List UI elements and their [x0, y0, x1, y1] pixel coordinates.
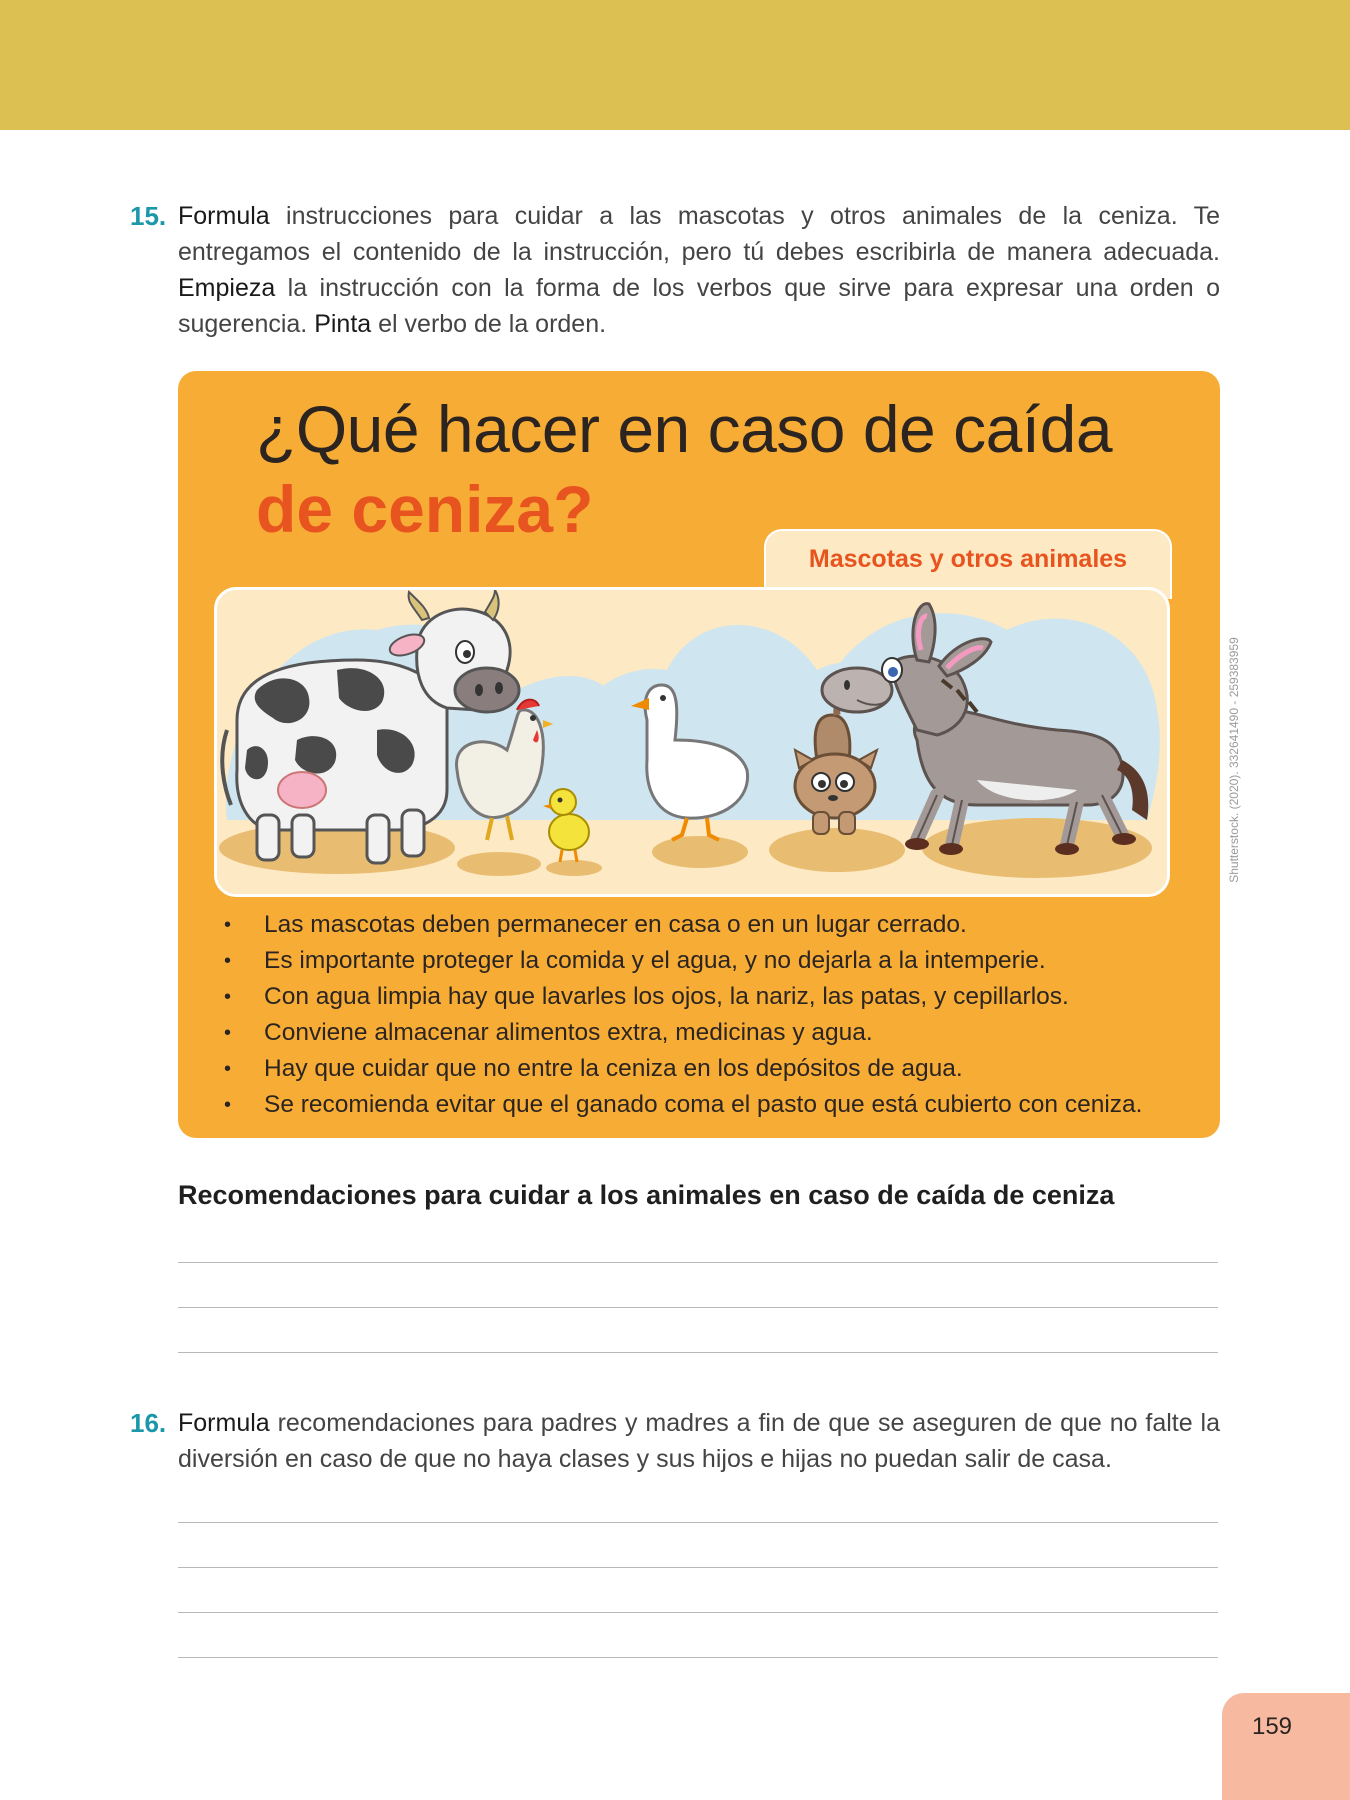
- bullet-icon: •: [224, 986, 232, 1008]
- image-credit: [1224, 620, 1244, 900]
- bullet-icon: •: [224, 1094, 232, 1116]
- answer-line[interactable]: [178, 1307, 1218, 1308]
- list-item: [220, 907, 1142, 943]
- answer-line[interactable]: [178, 1352, 1218, 1353]
- verb-formula: Formula: [178, 1409, 270, 1437]
- list-item-text: Conviene almacenar alimentos extra, medicinas y agua.: [264, 1019, 873, 1046]
- card-section-label: Mascotas y otros animales: [808, 545, 1128, 573]
- ash-fall-info-card: [178, 371, 1220, 1138]
- page-number: 159: [1251, 1713, 1293, 1740]
- list-item-text: Es importante proteger la comida y el agua, y no dejarla a la intemperie.: [264, 947, 1046, 974]
- instruction-text: instrucciones para cuidar a las mascotas y otros animales de la ceniza. Te entregamos el contenido de la instrucción, pero tú debes escribirla de manera adecuada.: [178, 202, 1220, 266]
- answer-line[interactable]: [178, 1657, 1218, 1658]
- bullet-icon: •: [224, 914, 232, 936]
- instruction-text: el verbo de la orden.: [371, 310, 607, 338]
- exercise-15: [130, 198, 1220, 342]
- list-item-text: Hay que cuidar que no entre la ceniza en los depósitos de agua.: [264, 1055, 963, 1082]
- bullet-icon: •: [224, 950, 232, 972]
- answer-line[interactable]: [178, 1567, 1218, 1568]
- list-item-text: Se recomienda evitar que el ganado coma el pasto que está cubierto con ceniza.: [264, 1091, 1143, 1118]
- page-number-tab: [1222, 1693, 1350, 1800]
- list-item-text: Con agua limpia hay que lavarles los ojos, la nariz, las patas, y cepillarlos.: [264, 983, 1069, 1010]
- verb-empieza: Empieza: [178, 274, 276, 302]
- header-band: [0, 0, 1350, 130]
- list-item: [220, 943, 1142, 979]
- list-item: [220, 1087, 1142, 1123]
- card-title-line2: de ceniza?: [256, 472, 594, 546]
- exercise-number: 16.: [130, 1408, 167, 1438]
- answer-line[interactable]: [178, 1262, 1218, 1263]
- list-item: [220, 1015, 1142, 1051]
- exercise-number: 15.: [130, 201, 167, 231]
- exercise-16: [130, 1405, 1220, 1477]
- recommendations-heading: Recomendaciones para cuidar a los animales en caso de caída de ceniza: [178, 1180, 1115, 1210]
- card-title-line1: ¿Qué hacer en caso de caída: [256, 392, 1113, 466]
- instruction-text: recomendaciones para padres y madres a fin de que se aseguren de que no falte la diversión en caso de que no haya clases y sus hijos e hijas no puedan salir de casa.: [178, 1409, 1220, 1473]
- care-instructions-list: [220, 907, 1142, 1123]
- list-item-text: Las mascotas deben permanecer en casa o en un lugar cerrado.: [264, 911, 967, 938]
- list-item: [220, 1051, 1142, 1087]
- list-item: [220, 979, 1142, 1015]
- bullet-icon: •: [224, 1058, 232, 1080]
- verb-formula: Formula: [178, 202, 270, 230]
- verb-pinta: Pinta: [314, 310, 372, 338]
- exercise-instructions: [178, 1405, 1220, 1477]
- answer-line[interactable]: [178, 1522, 1218, 1523]
- exercise-instructions: [178, 198, 1220, 342]
- instruction-text: la instrucción con la forma de los verbos que sirve para expresar una orden o sugerencia.: [178, 274, 1220, 338]
- bullet-icon: •: [224, 1022, 232, 1044]
- answer-line[interactable]: [178, 1612, 1218, 1613]
- image-credit-text: Shutterstock. (2020). 332641490 - 259383959: [1227, 637, 1241, 883]
- farm-animals-illustration: [214, 587, 1170, 897]
